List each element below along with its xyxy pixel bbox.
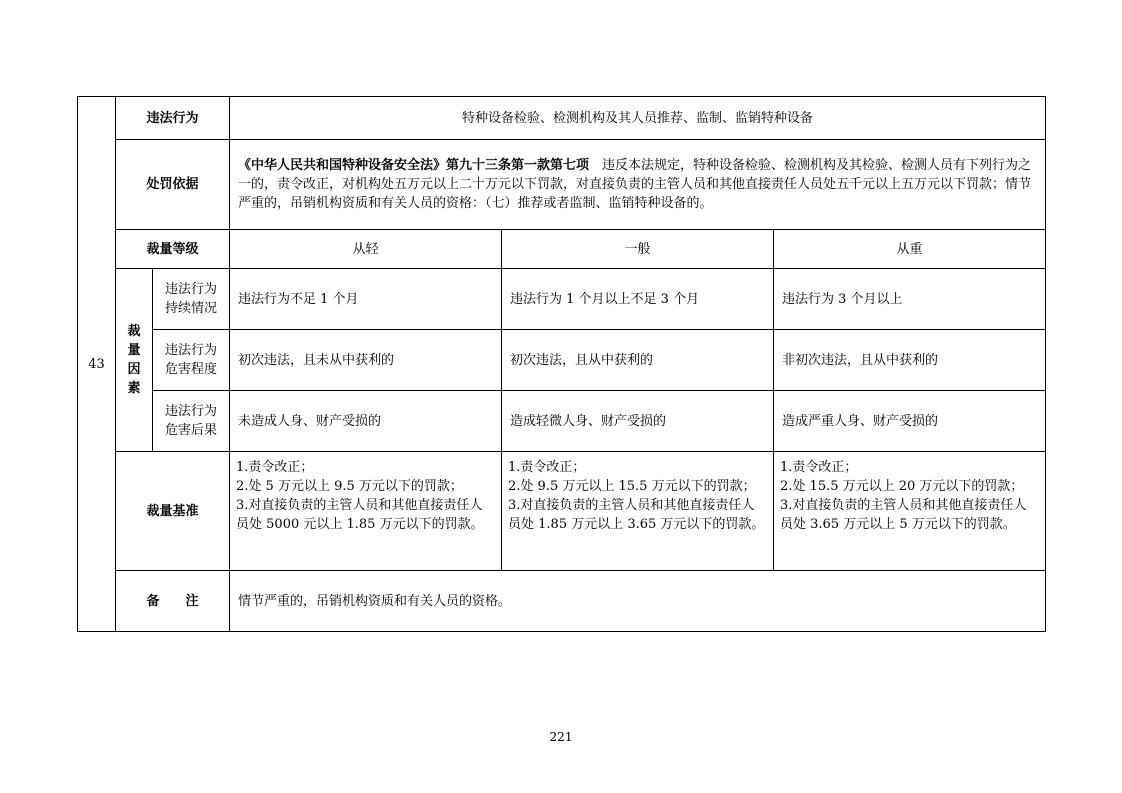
factor-label-line: 违法行为: [165, 404, 218, 419]
basis-text: 违反本法规定，特种设备检验、检测机构及其检验、检测人员有下列行为之一的，责令改正，对机构处五万元以上二十万元以下罚款，对直接负责的主管人员和其他直接责任人员处五千元以上五万元以下罚款；情节严重的，吊销机构资质和有关人员的资格：（七）推荐或者监制、监销特种设备的。: [238, 158, 1032, 211]
standard-line: 1.责令改正；: [508, 460, 586, 475]
standard-line: 3.对直接负责的主管人员和其他直接责任人员处 1.85 万元以上 3.65 万元以下的罚款。: [508, 498, 765, 532]
factor-label-char: 量: [127, 343, 141, 358]
factor-row-severity: [78, 330, 1046, 391]
basis-text-cell: [230, 140, 1046, 230]
factor-label-char: 素: [127, 381, 141, 396]
factor-value: 非初次违法，且从中获利的: [774, 330, 1046, 391]
level-row: [78, 230, 1046, 269]
standard-line: 1.责令改正；: [780, 460, 858, 475]
basis-label: 处罚依据: [116, 140, 230, 230]
standard-line: 2.处 5 万元以上 9.5 万元以下的罚款；: [236, 479, 463, 494]
level-label: 裁量等级: [116, 230, 230, 269]
note-row: [78, 571, 1046, 632]
factor-label-line: 违法行为: [165, 343, 218, 358]
factor-label-line: 违法行为: [165, 282, 218, 297]
page-number: 221: [549, 730, 573, 744]
factor-label-line: 危害程度: [165, 362, 218, 377]
factor-label-char: 因: [127, 362, 141, 377]
standard-line: 1.责令改正；: [236, 460, 314, 475]
violation-row: [78, 97, 1046, 140]
factor-label-line: 危害后果: [165, 423, 218, 438]
factor-value: 造成轻微人身、财产受损的: [502, 391, 774, 452]
standard-line: 3.对直接负责的主管人员和其他直接责任人员处 5000 元以上 1.85 万元以下的罚款。: [236, 498, 484, 532]
factor-value: 初次违法，且未从中获利的: [230, 330, 502, 391]
basis-row: [78, 140, 1046, 230]
violation-text: 特种设备检验、检测机构及其人员推荐、监制、监销特种设备: [230, 97, 1046, 140]
standard-heavy: [774, 452, 1046, 571]
standard-label: 裁量基准: [116, 452, 230, 571]
factor-label-severity: [153, 330, 230, 391]
factor-value: 违法行为不足 1 个月: [230, 269, 502, 330]
standard-light: [230, 452, 502, 571]
factor-value: 违法行为 1 个月以上不足 3 个月: [502, 269, 774, 330]
note-label: 备 注: [116, 571, 230, 632]
standard-line: 3.对直接负责的主管人员和其他直接责任人员处 3.65 万元以上 5 万元以下的罚款。: [780, 498, 1027, 532]
standard-line: 2.处 15.5 万元以上 20 万元以下的罚款；: [780, 479, 1024, 494]
level-normal: 一般: [502, 230, 774, 269]
standard-normal: [502, 452, 774, 571]
note-text: 情节严重的，吊销机构资质和有关人员的资格。: [230, 571, 1046, 632]
violation-label: 违法行为: [116, 97, 230, 140]
level-light: 从轻: [230, 230, 502, 269]
factor-group-label: [116, 269, 153, 452]
factor-label-line: 持续情况: [165, 301, 218, 316]
factor-value: 未造成人身、财产受损的: [230, 391, 502, 452]
factor-value: 造成严重人身、财产受损的: [774, 391, 1046, 452]
factor-label-char: 裁: [127, 324, 141, 339]
factor-label-duration: [153, 269, 230, 330]
factor-value: 违法行为 3 个月以上: [774, 269, 1046, 330]
entry-number: 43: [78, 97, 116, 632]
basis-lead: 《中华人民共和国特种设备安全法》第九十三条第一款第七项: [238, 158, 590, 173]
factor-value: 初次违法，且从中获利的: [502, 330, 774, 391]
factor-row-consequence: [78, 391, 1046, 452]
level-heavy: 从重: [774, 230, 1046, 269]
standard-line: 2.处 9.5 万元以上 15.5 万元以下的罚款；: [508, 479, 756, 494]
penalty-table: [77, 96, 1046, 632]
factor-row-duration: [78, 269, 1046, 330]
factor-label-consequence: [153, 391, 230, 452]
standard-row: [78, 452, 1046, 571]
